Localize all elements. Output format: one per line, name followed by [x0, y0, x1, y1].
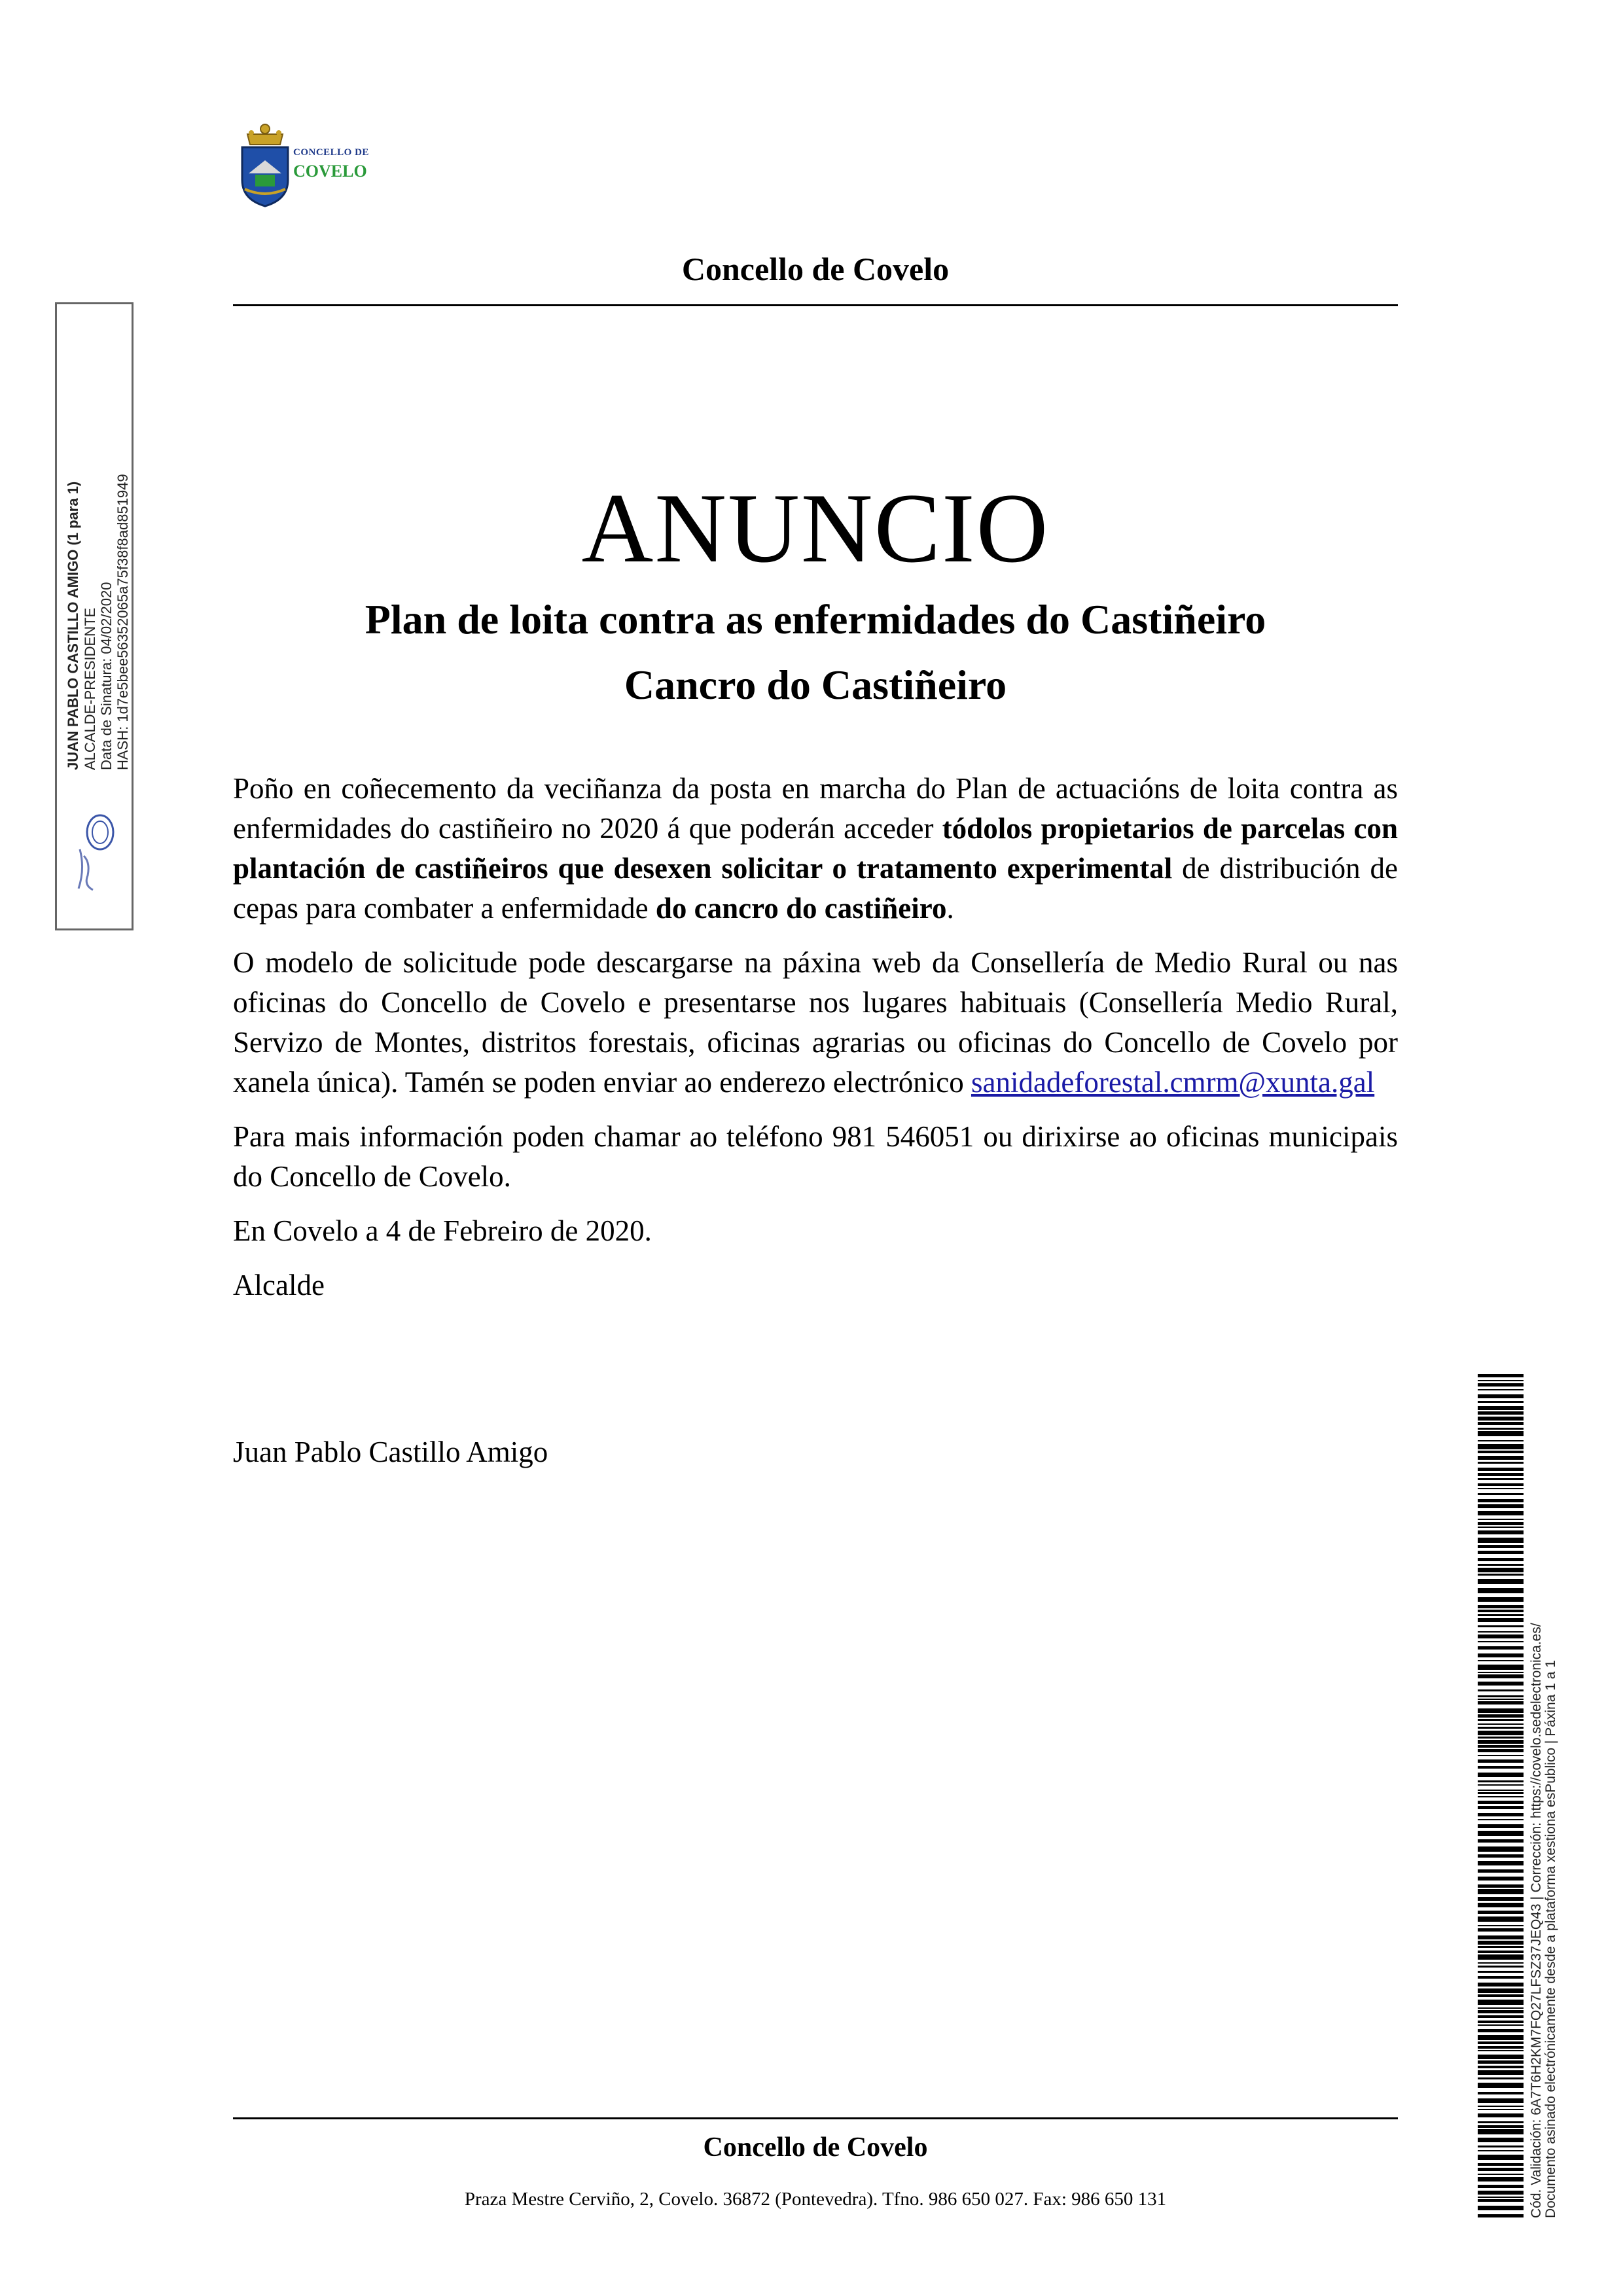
validation-platform: Documento asinado electrónicamente desde a plataforma xestiona esPublico | Páxina 1 a 1 [1543, 1660, 1558, 2218]
header-divider [233, 304, 1398, 306]
paragraph-3: Para mais información poden chamar ao teléfono 981 546051 ou dirixirse ao oficinas municipais do Concello de Covelo. [233, 1120, 1398, 1193]
email-link[interactable]: sanidadeforestal.cmrm@xunta.gal [971, 1066, 1375, 1099]
document-title: ANUNCIO [581, 473, 1050, 583]
signature-role: ALCALDE-PRESIDENTE [82, 607, 98, 770]
footer-address: Praza Mestre Cerviño, 2, Covelo. 36872 (Pontevedra). Tfno. 986 650 027. Fax: 986 650 131 [464, 2189, 1167, 2210]
document-body [233, 769, 1398, 1320]
paragraph-2 [233, 943, 1398, 1103]
p1-text-a: Poño en coñecemento da veciñanza da posta en marcha do Plan de actuacións de loita contra as enfermidades do castiñeiro no 2020 á que poderán acceder [233, 772, 1398, 845]
p2-text: O modelo de solicitude pode descargarse na páxina web da Consellería de Medio Rural ou nas oficinas do Concello de Covelo e presentarse nos lugares habituais (Consellería Medio Rural, Servizo de Montes, distritos forestais, oficinas agrarias ou oficinas do Concello de Covelo por xanela única). Tamén se poden enviar ao enderezo electrónico [233, 946, 1398, 1099]
logo-line-1: CONCELLO DE [293, 147, 369, 158]
document-subtitle-2: Cancro do Castiñeiro [624, 662, 1007, 708]
p1-text-c: de distribución de cepas para combater a enfermidade [233, 852, 1398, 925]
document-subtitle: Plan de loita contra as enfermidades do Castiñeiro [365, 596, 1266, 643]
paragraph-role: Alcalde [233, 1269, 325, 1301]
signer-name: Juan Pablo Castillo Amigo [233, 1436, 548, 1468]
header-title: Concello de Covelo [681, 251, 950, 287]
footer-divider [233, 2117, 1398, 2119]
signature-stamp-icon [71, 810, 116, 895]
p1-bold-b: tódolos propietarios de parcelas con plantación de castiñeiros que desexen solicitar o tratamento experimental [233, 812, 1398, 885]
logo-line-2: COVELO [293, 162, 367, 181]
paragraph-1 [233, 769, 1398, 928]
p1-bold-d: do cancro do castiñeiro [655, 892, 947, 925]
validation-code: Cód. Validación: 6A7T6H2KM7FQ27LFSZ37JEQ43 | Corrección: https://covelo.sedelectronica.es/ [1529, 1623, 1544, 2218]
barcode-area [1478, 1374, 1558, 2218]
signature-signer-name: JUAN PABLO CASTILLO AMIGO (1 para 1) [65, 481, 81, 770]
footer-title: Concello de Covelo [703, 2132, 928, 2163]
signature-hash: HASH: 1d7e5bee56352065a75f38f8ad851949 [115, 474, 131, 770]
signature-date: Data de Sinatura: 04/02/2020 [98, 582, 115, 770]
paragraph-date: En Covelo a 4 de Febreiro de 2020. [233, 1214, 652, 1247]
coat-of-arms-icon [236, 121, 294, 213]
p1-text-e: . [946, 892, 954, 925]
